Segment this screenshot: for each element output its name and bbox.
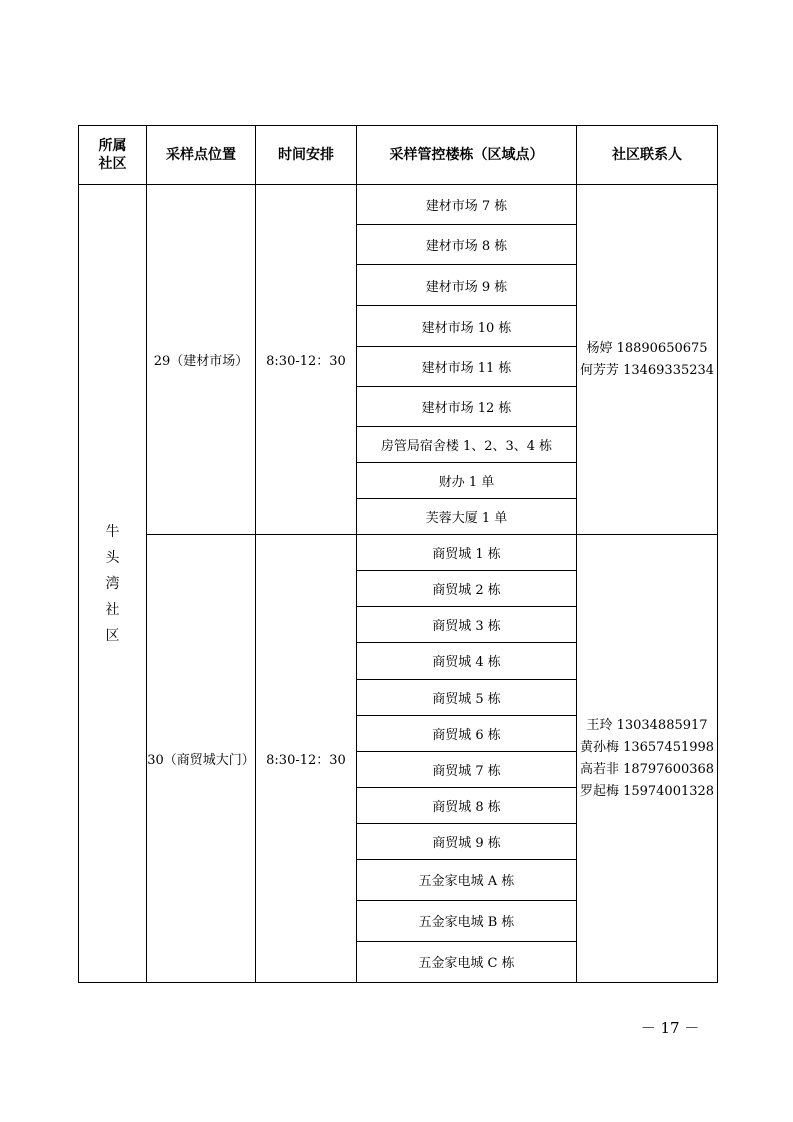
building-cell: 商贸城 9 栋 bbox=[357, 823, 577, 859]
header-time: 时间安排 bbox=[256, 126, 357, 185]
building-cell: 房管局宿舍楼 1、2、3、4 栋 bbox=[357, 427, 577, 463]
building-cell: 商贸城 3 栋 bbox=[357, 607, 577, 643]
header-location: 采样点位置 bbox=[147, 126, 256, 185]
building-cell: 建材市场 10 栋 bbox=[357, 306, 577, 347]
building-cell: 建材市场 8 栋 bbox=[357, 225, 577, 265]
building-cell: 商贸城 1 栋 bbox=[357, 535, 577, 571]
building-cell: 商贸城 7 栋 bbox=[357, 751, 577, 787]
location-cell: 29（建材市场） bbox=[147, 185, 256, 535]
building-cell: 五金家电城 A 栋 bbox=[357, 859, 577, 900]
sampling-schedule-table bbox=[78, 125, 718, 983]
building-cell: 商贸城 5 栋 bbox=[357, 679, 577, 715]
header-community: 所属社区 bbox=[79, 126, 147, 185]
header-contacts: 社区联系人 bbox=[577, 126, 718, 185]
building-cell: 商贸城 6 栋 bbox=[357, 715, 577, 751]
time-cell: 8:30-12：30 bbox=[256, 185, 357, 535]
building-cell: 建材市场 11 栋 bbox=[357, 347, 577, 387]
building-cell: 五金家电城 B 栋 bbox=[357, 900, 577, 941]
community-cell: 牛头湾社区 bbox=[79, 185, 147, 983]
time-cell: 8:30-12：30 bbox=[256, 535, 357, 983]
building-cell: 商贸城 8 栋 bbox=[357, 787, 577, 823]
contacts-cell bbox=[577, 535, 718, 983]
table-row bbox=[79, 535, 718, 571]
table-header-row bbox=[79, 126, 718, 185]
contact-line: 王玲 13034885917 bbox=[586, 717, 708, 733]
building-cell: 商贸城 4 栋 bbox=[357, 643, 577, 679]
building-cell: 建材市场 9 栋 bbox=[357, 265, 577, 306]
header-buildings: 采样管控楼栋（区域点） bbox=[357, 126, 577, 185]
building-cell: 芙蓉大厦 1 单 bbox=[357, 499, 577, 535]
building-cell: 商贸城 2 栋 bbox=[357, 571, 577, 607]
table-row bbox=[79, 185, 718, 225]
building-cell: 建材市场 12 栋 bbox=[357, 387, 577, 427]
page-number: － 17 － bbox=[640, 1019, 700, 1037]
contact-line: 何芳芳 13469335234 bbox=[579, 362, 715, 378]
building-cell: 建材市场 7 栋 bbox=[357, 185, 577, 225]
location-cell: 30（商贸城大门） bbox=[147, 535, 256, 983]
building-cell: 五金家电城 C 栋 bbox=[357, 941, 577, 982]
contact-line: 杨婷 18890650675 bbox=[586, 340, 708, 356]
contact-line: 罗起梅 15974001328 bbox=[579, 783, 715, 799]
contact-line: 黄孙梅 13657451998 bbox=[579, 739, 715, 755]
building-cell: 财办 1 单 bbox=[357, 463, 577, 499]
contacts-cell bbox=[577, 185, 718, 535]
contact-line: 高若非 18797600368 bbox=[579, 761, 715, 777]
